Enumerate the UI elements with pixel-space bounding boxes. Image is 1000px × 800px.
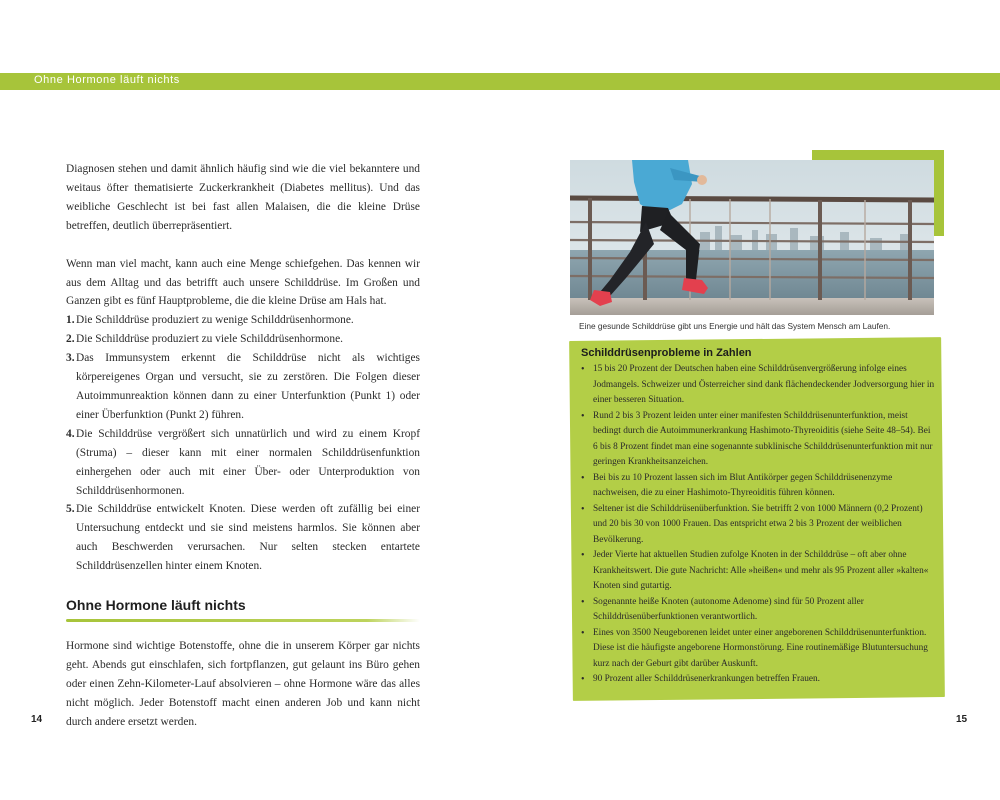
intro-paragraph: Diagnosen stehen und damit ähnlich häufig sind wie die viel bekanntere und weitaus öfter thematisierte Zuckerkrankheit (Diabetes mellitus). Und das weibliche Geschlecht ist bei fast allen Malaisen, die die kleine Drüse betreffen, deutlich überrepräsentiert. [66, 163, 420, 232]
infobox-title: Schilddrüsenprobleme in Zahlen [581, 347, 752, 359]
photo-caption: Eine gesunde Schilddrüse gibt uns Energie und hält das System Mensch am Laufen. [579, 321, 891, 331]
list-item: • Rund 2 bis 3 Prozent leiden unter einer manifesten Schilddrüsenunterfunktion, meist bedingt durch die Autoimmunerkrankung Hashimoto-Thyreoiditis (siehe Seite 48–54). Bei 6 bis 8 Prozent findet man eine sogenannte subklinische Schilddrüsenunterfunktion mit nur geringen Krankheitsanzeichen. [581, 409, 937, 471]
list-item [66, 500, 420, 576]
list-item-text: Die Schilddrüse vergrößert sich unnatürlich und wird zu einem Kropf (Struma) – dieser kann mit einer normalen Schilddrüsenfunktion einhergehen oder auch mit einer Über- oder Unterproduktion von Schilddrüsenhormonen. [76, 427, 420, 497]
problems-list [66, 311, 420, 576]
list-item [66, 330, 420, 349]
list-item: • Seltener ist die Schilddrüsenüberfunktion. Sie betrifft 2 von 1000 Männern (0,2 Prozent) und 20 bis 30 von 1000 Frauen. Das entspricht etwa 2 bis 3 Prozent der weiblichen Bevölkerung. [581, 502, 937, 549]
list-item-text: Das Immunsystem erkennt die Schilddrüse nicht als wichtiges körpereigenes Organ und versucht, sie zu zerstören. Die Folgen dieser Autoimmunreaktion können dann zu einer Unterfunktion (Punkt 1) oder einer Überfunktion (Punkt 2) führen. [76, 352, 420, 421]
list-item [66, 349, 420, 425]
heading-underline [66, 619, 420, 622]
list-item: • Jeder Vierte hat aktuellen Studien zufolge Knoten in der Schilddrüse – oft aber ohne Krankheitswert. Die gute Nachricht: Alle »heißen« und mehr als 95 Prozent aller »kalten« Knoten sind gutartig. [581, 548, 937, 595]
section-heading: Ohne Hormone läuft nichts [66, 597, 246, 614]
list-item-text: Die Schilddrüse entwickelt Knoten. Diese werden oft zufällig bei einer Untersuchung entdeckt und sie sind meistens harmlos. Sie können aber auch Beschwerden verursachen. Nur selten stecken entartete Schilddrüsenzellen hinter einem Knoten. [76, 503, 420, 573]
list-item-text: Die Schilddrüse produziert zu wenige Schilddrüsenhormone. [76, 314, 354, 327]
list-item: • Eines von 3500 Neugeborenen leidet unter einer angeborenen Schilddrüsenunterfunktion. Diese ist die häufigste angeborene Hormonstörung. Eine routinemäßige Blutuntersuchung kurz nach der Geburt gibt darüber Auskunft. [581, 626, 937, 673]
list-item-number: 4. [66, 427, 75, 440]
list-item-number: 3. [66, 352, 75, 365]
running-header [0, 73, 1000, 90]
page-number-left: 14 [31, 714, 43, 725]
runner-photo [570, 160, 934, 315]
infobox [581, 346, 937, 688]
list-item [66, 311, 420, 330]
list-item-number: 5. [66, 503, 75, 516]
list-item-number: 2. [66, 333, 75, 346]
problems-intro-paragraph: Wenn man viel macht, kann auch eine Menge schiefgehen. Das kennen wir aus dem Alltag und das betrifft auch unsere Schilddrüse. Im Großen und Ganzen gibt es fünf Hauptprobleme, die die kleine Drüse am Hals hat. [66, 257, 420, 308]
section-paragraph: Hormone sind wichtige Botenstoffe, ohne die in unserem Körper gar nichts geht. Abends gut einschlafen, sich fortpflanzen, gut gelaunt ins Büro gehen oder einen Zehn-Kilometer-Lauf absolvieren – ohne Hormone wäre das alles nicht möglich. Jeder Botenstoff macht einen anderen Job und kann nicht durch andere ersetzt werden. [66, 640, 420, 728]
left-page-body [66, 160, 420, 732]
list-item-number: 1. [66, 314, 75, 327]
list-item: • Bei bis zu 10 Prozent lassen sich im Blut Antikörper gegen Schilddrüsenenzyme nachweisen, die zu einer Hashimoto-Thyreoiditis führen können. [581, 471, 937, 502]
running-header-title: Ohne Hormone läuft nichts [34, 74, 180, 86]
list-item-text: Die Schilddrüse produziert zu viele Schilddrüsenhormone. [76, 333, 343, 346]
list-item: • 90 Prozent aller Schilddrüsenerkrankungen betreffen Frauen. [581, 672, 937, 688]
list-item [66, 425, 420, 501]
infobox-list [581, 362, 937, 688]
page-number-right: 15 [956, 714, 968, 725]
list-item: • Sogenannte heiße Knoten (autonome Adenome) sind für 50 Prozent aller Schilddrüsenüberfunktionen verantwortlich. [581, 595, 937, 626]
list-item: • 15 bis 20 Prozent der Deutschen haben eine Schilddrüsenvergrößerung infolge eines Jodmangels. Schweizer und Österreicher sind dank flächendeckender Jodversorgung hier in einer besseren Situation. [581, 362, 937, 409]
